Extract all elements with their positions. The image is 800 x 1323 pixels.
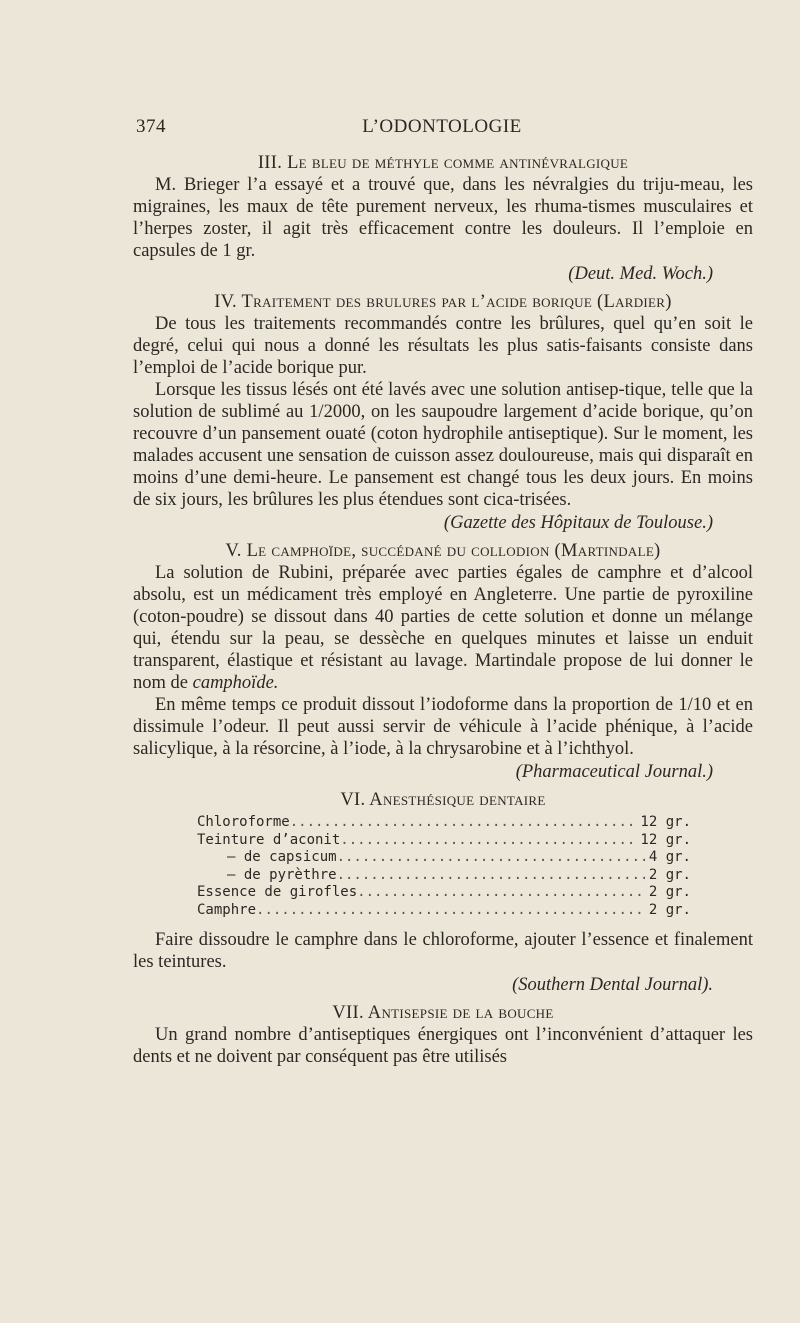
ingredient-qty: 2 gr. [648,884,691,900]
emphasis-term: camphoïde. [192,673,279,693]
citation: (Deut. Med. Woch.) [568,264,713,284]
recipe-row [197,849,691,867]
paragraph: Lorsque les tissus lésés ont été lavés avec une solution antisep-tique, telle que la solution de sublimé au 1/2000, on les saupoudre largement d’acide borique, qu’on recouvre d’un pansement ouaté (coton hydrophile antiseptique). Sur le moment, les malades accusent une sensation de cuisson assez douloureuse, mais qui disparaît en moins d’une demi-heure. Le pansement est changé tous les deux jours. En moins de six jours, les brûlures les plus étendues sont cica-trisées. [133,380,753,510]
page-content [133,152,753,1068]
ingredient-qty: 12 gr. [640,831,691,848]
page-number: 374 [136,116,166,137]
recipe-row [197,884,691,902]
recipe-row [197,814,691,832]
ingredient-name: Camphre [197,901,257,918]
ingredient-qty: 12 gr. [640,814,691,830]
citation: (Pharmaceutical Journal.) [515,762,713,782]
citation: (Southern Dental Journal). [512,975,713,995]
leader-dots [357,884,645,902]
paragraph: De tous les traitements recommandés contre les brûlures, quel qu’en soit le degré, celui qui nous a donné les résultats les plus satis-faisants consiste dans l’emploi de l’acide borique pur. [133,314,753,378]
recipe-list [197,814,691,919]
ingredient-name: — de capsicum [227,849,337,865]
section-heading-6: VI. Anesthésique dentaire [340,790,546,810]
ingredient-name: Teinture d’aconit [197,831,341,848]
leader-dots [337,849,645,867]
leader-dots [290,814,637,832]
ingredient-qty: 2 gr. [648,901,691,918]
ingredient-qty: 4 gr. [648,849,691,865]
section-heading-7: VII. Antisepsie de la bouche [332,1003,554,1023]
running-title: L’ODONTOLOGIE [362,116,522,137]
paragraph: En même temps ce produit dissout l’iodoforme dans la proportion de 1/10 et en dissimule l’odeur. Il peut aussi servir de véhicule à l’acide phénique, à l’acide salicylique, à la résorcine, à l’iode, à la chrysarobine et à l’ichthyol. [133,695,753,759]
section-heading-5: V. Le camphoïde, succédané du collodion (Martindale) [225,541,661,561]
ingredient-name: Chloroforme [197,814,290,830]
section-heading-4: IV. Traitement des brulures par l’acide borique (Lardier) [214,292,672,312]
paragraph: Faire dissoudre le camphre dans le chloroforme, ajouter l’essence et finalement les teintures. [133,930,753,972]
recipe-row [197,902,691,920]
leader-dots [340,832,636,850]
leader-dots [337,867,645,885]
section-heading-3: III. Le bleu de méthyle comme antinévralgique [257,153,629,173]
paragraph-text: La solution de Rubini, préparée avec parties égales de camphre et d’alcool absolu, est un médicament très employé en Angleterre. Une partie de pyroxiline (coton-poudre) se dissout dans 40 parties de cette solution et donne un mélange qui, étendu sur la peau, se dessèche en quelques minutes et laisse un enduit transparent, élastique et résistant au lavage. Martindale propose de lui donner le nom de [133,563,753,693]
recipe-row [197,832,691,850]
paragraph: Un grand nombre d’antiseptiques énergiques ont l’inconvénient d’attaquer les dents et ne doivent par conséquent pas être utilisés [133,1025,753,1067]
ingredient-name: — de pyrèthre [227,866,337,883]
citation: (Gazette des Hôpitaux de Toulouse.) [443,513,713,533]
paragraph: M. Brieger l’a essayé et a trouvé que, dans les névralgies du triju-meau, les migraines, les maux de tête purement nerveux, les rhuma-tismes musculaires et l’herpes zoster, il agit très efficacement contre les douleurs. Il l’emploie en capsules de 1 gr. [133,175,753,261]
leader-dots [256,902,645,920]
recipe-row [197,867,691,885]
ingredient-name: Essence de girofles [197,884,358,900]
ingredient-qty: 2 gr. [648,866,691,883]
paragraph [133,562,753,694]
